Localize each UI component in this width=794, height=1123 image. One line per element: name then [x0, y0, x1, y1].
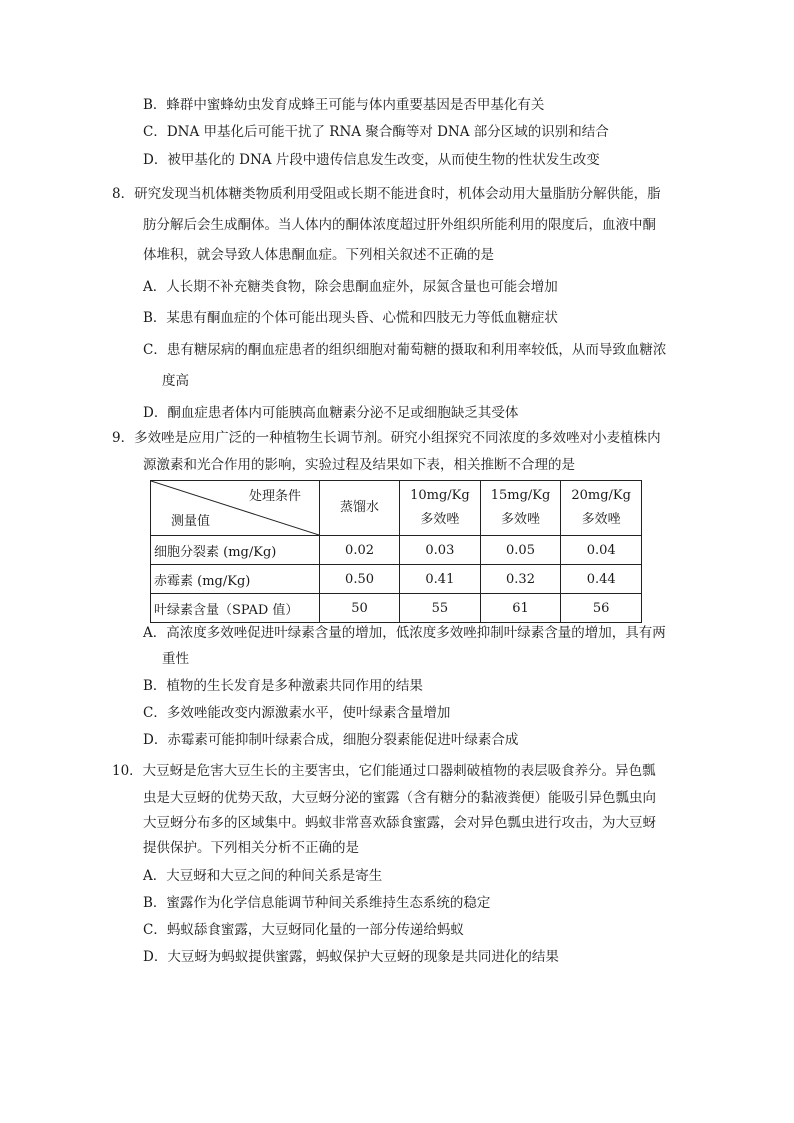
- table-cell: 0.03: [400, 536, 481, 565]
- column-header: [480, 481, 561, 536]
- table-cell: 0.05: [480, 536, 561, 565]
- row-label: 细胞分裂素 (mg/Kg): [151, 536, 320, 565]
- table-cell: 50: [319, 594, 399, 623]
- q8-option-c-cont: 度高: [162, 373, 189, 389]
- q9-option-a-cont: 重性: [162, 651, 189, 667]
- column-header: [319, 481, 399, 536]
- column-header-line: 多效唑: [581, 512, 621, 527]
- column-header: [400, 481, 481, 536]
- table-cell: 0.04: [561, 536, 642, 565]
- q9-data-table: [150, 480, 642, 623]
- column-header-line: 蒸馏水: [340, 500, 380, 515]
- table-cell: 0.44: [561, 565, 642, 594]
- q10-option-a: A．大豆蚜和大豆之间的种间关系是寄生: [143, 868, 383, 884]
- q9-stem-line-1: 9．多效唑是应用广泛的一种植物生长调节剂。研究小组探究不同浓度的多效唑对小麦植株内: [112, 430, 661, 446]
- q7-option-d: D．被甲基化的 DNA 片段中遗传信息发生改变，从而使生物的性状发生改变: [143, 152, 600, 168]
- column-header-line: 多效唑: [501, 512, 541, 527]
- q8-option-d: D．酮血症患者体内可能胰高血糖素分泌不足或细胞缺乏其受体: [143, 405, 519, 421]
- q7-option-b: B．蜂群中蜜蜂幼虫发育成蜂王可能与体内重要基因是否甲基化有关: [143, 97, 545, 113]
- q10-stem-line-4: 提供保护。下列相关分析不正确的是: [143, 840, 359, 856]
- table-cell: 0.41: [400, 565, 481, 594]
- q9-option-b: B．植物的生长发育是多种激素共同作用的结果: [143, 678, 423, 694]
- q10-option-b: B．蜜露作为化学信息能调节种间关系维持生态系统的稳定: [143, 895, 491, 911]
- q7-option-c: C．DNA 甲基化后可能干扰了 RNA 聚合酶等对 DNA 部分区域的识别和结合: [143, 124, 609, 140]
- table-corner-cell: [151, 481, 320, 536]
- table-cell: 61: [480, 594, 561, 623]
- table-row: [151, 536, 642, 565]
- row-label: 叶绿素含量（SPAD 值）: [151, 594, 320, 623]
- q8-stem-line-2: 肪分解后会生成酮体。当人体内的酮体浓度超过肝外组织所能利用的限度后，血液中酮: [143, 217, 656, 233]
- table-row: [151, 565, 642, 594]
- table-header-row: [151, 481, 642, 536]
- q10-stem-line-2: 虫是大豆蚜的优势天敌，大豆蚜分泌的蜜露（含有糖分的黏液粪便）能吸引异色瓢虫向: [143, 790, 656, 806]
- q8-option-a: A．人长期不补充糖类食物，除会患酮血症外，尿氮含量也可能会增加: [143, 279, 558, 295]
- table-cell: 56: [561, 594, 642, 623]
- q8-stem-line-1: 8．研究发现当机体糖类物质利用受阻或长期不能进食时，机体会动用大量脂肪分解供能，脂: [112, 186, 661, 202]
- table-cell: 0.50: [319, 565, 399, 594]
- q8-stem-line-3: 体堆积，就会导致人体患酮血症。下列相关叙述不正确的是: [143, 247, 494, 263]
- q10-option-c: C．蚂蚁舔食蜜露，大豆蚜同化量的一部分传递给蚂蚁: [143, 922, 464, 938]
- q8-option-b: B．某患有酮血症的个体可能出现头昏、心慌和四肢无力等低血糖症状: [143, 310, 558, 326]
- q9-stem-line-2: 源激素和光合作用的影响，实验过程及结果如下表，相关推断不合理的是: [143, 457, 575, 473]
- q10-stem-line-3: 大豆蚜分布多的区域集中。蚂蚁非常喜欢舔食蜜露，会对异色瓢虫进行攻击，为大豆蚜: [143, 815, 656, 831]
- q9-option-d: D．赤霉素可能抑制叶绿素合成，细胞分裂素能促进叶绿素合成: [143, 732, 519, 748]
- q10-option-d: D．大豆蚜为蚂蚁提供蜜露，蚂蚁保护大豆蚜的现象是共同进化的结果: [143, 949, 559, 965]
- q8-option-c: C．患有糖尿病的酮血症患者的组织细胞对葡萄糖的摄取和利用率较低，从而导致血糖浓: [143, 342, 667, 358]
- column-header-line: 多效唑: [420, 512, 460, 527]
- table-row: [151, 594, 642, 623]
- row-label: 赤霉素 (mg/Kg): [151, 565, 320, 594]
- q9-option-a: A．高浓度多效唑促进叶绿素含量的增加，低浓度多效唑抑制叶绿素含量的增加，具有两: [143, 625, 666, 641]
- column-header-line: 20mg/Kg: [571, 488, 631, 503]
- q9-option-c: C．多效唑能改变内源激素水平，使叶绿素含量增加: [143, 705, 451, 721]
- table-cell: 0.02: [319, 536, 399, 565]
- table-cell: 55: [400, 594, 481, 623]
- corner-label-measure: 测量值: [171, 514, 211, 529]
- table-cell: 0.32: [480, 565, 561, 594]
- corner-label-condition: 处理条件: [248, 489, 301, 504]
- column-header-line: 10mg/Kg: [410, 488, 470, 503]
- column-header-line: 15mg/Kg: [490, 488, 551, 503]
- q10-stem-line-1: 10．大豆蚜是危害大豆生长的主要害虫，它们能通过口器刺破植物的表层吸食养分。异色瓢: [112, 763, 656, 779]
- column-header: [561, 481, 642, 536]
